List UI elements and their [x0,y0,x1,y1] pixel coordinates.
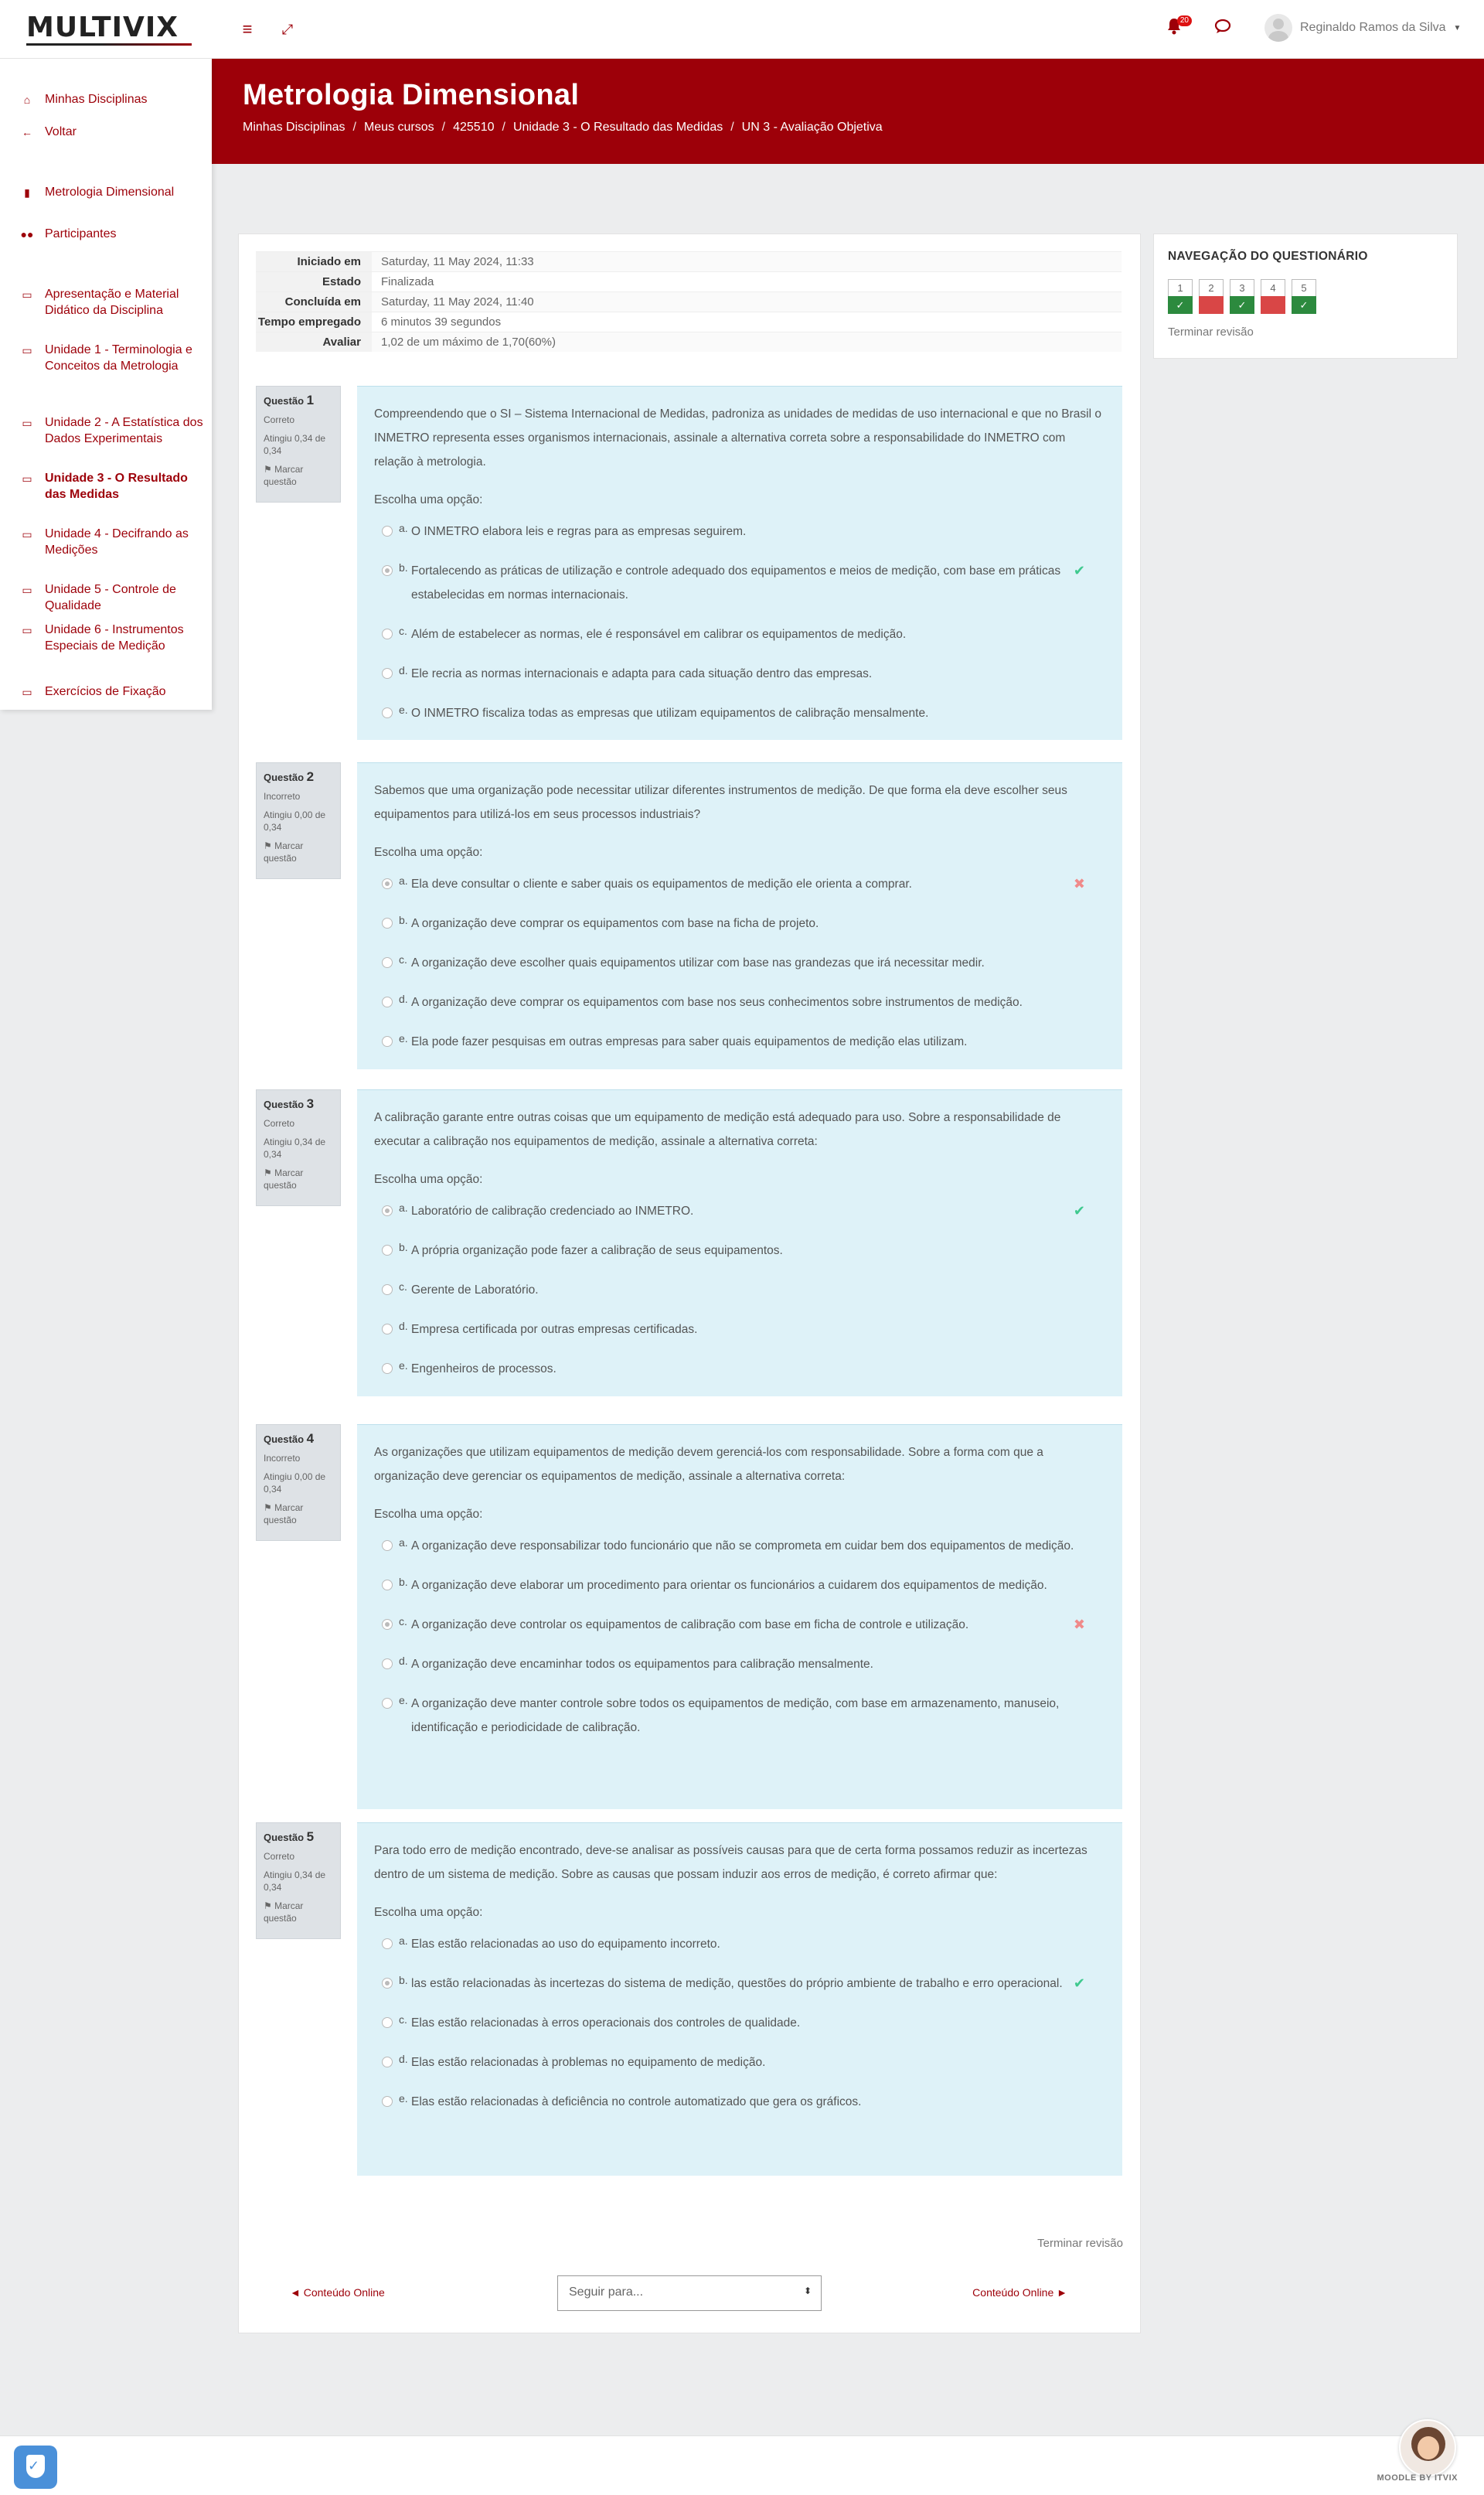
answer-option[interactable] [374,1566,1105,1605]
question-number: Questão 4 [264,1431,315,1446]
choose-option-prompt: Escolha uma opção: [374,1173,483,1186]
radio-button[interactable] [382,997,393,1007]
quiz-navigation-block [1153,233,1458,359]
answer-option[interactable] [374,694,1105,733]
activity-navigation [239,2275,1142,2311]
breadcrumb [243,121,883,135]
option-text: Elas estão relacionadas à problemas no equipamento de medição. [411,2056,766,2069]
answer-option[interactable] [374,2082,1105,2122]
radio-button[interactable] [382,707,393,718]
option-text: A organização deve elaborar um procedimento para orientar os funcionários a cuidarem dos equipamentos de medição. [411,1579,1047,1592]
question-info [256,386,341,503]
option-text: A organização deve comprar os equipamentos com base nos seus conhecimentos sobre instrumentos de medição. [411,996,1023,1009]
sidebar-item-minhas-disciplinas[interactable] [20,91,206,108]
option-text: A organização deve escolher quais equipamentos utilizar com base nas grandezas que irá necessitar medir. [411,956,985,970]
fullscreen-icon[interactable]: ⤢ [281,22,294,37]
answer-option[interactable] [374,1191,1105,1231]
question-grade: Atingiu 0,00 de 0,34 [264,1471,326,1495]
sidebar-item-label: Apresentação e Material Didático da Disciplina [45,288,179,317]
question-text: As organizações que utilizam equipamentos de medição devem gerenciá-los com responsabilidade. Sobre a forma com que a organização deve gerenciar os equipamentos de medição, assinale a alternativa correta: [374,1446,1043,1483]
folder-icon: ▭ [22,472,32,485]
quiz-nav-button[interactable] [1168,279,1193,314]
question-number: Questão 2 [264,769,315,784]
option-letter: c. [399,625,407,637]
breadcrumb-separator: / [352,121,356,134]
select-caret-icon: ⬍ [803,2285,812,2296]
quiz-nav-button[interactable] [1292,279,1316,314]
radio-button[interactable] [382,526,393,537]
next-activity-link[interactable]: Conteúdo Online ► [972,2286,1067,2299]
option-text: Fortalecendo as práticas de utilização e controle adequado dos equipamentos e meios de medição, com base em práticas estabelecidas em normas internacionais. [411,564,1061,602]
finish-review-link[interactable]: Terminar revisão [1037,2237,1123,2250]
avatar [1264,14,1292,42]
sidebar-item-unidade-2[interactable] [20,414,206,447]
flag-icon: ⚑ [264,1900,275,1911]
option-text: Ela pode fazer pesquisas em outras empresas para saber quais equipamentos de medição elas utilizam. [411,1035,968,1048]
answer-option[interactable] [374,1924,1105,1964]
breadcrumb-separator: / [441,121,446,134]
sidebar-item-label: Unidade 4 - Decifrando as Medições [45,527,189,557]
sidebar-item-unidade-5[interactable] [20,581,206,614]
answer-option[interactable] [374,1022,1105,1062]
incorrect-icon [1261,296,1285,314]
question-grade: Atingiu 0,34 de 0,34 [264,1870,326,1893]
summary-row: Tempo empregado 6 minutos 39 segundos [256,312,1122,332]
sidebar-item-apresentacao[interactable] [20,286,206,319]
question-info [256,1089,341,1206]
option-letter: d. [399,2053,408,2065]
answer-option[interactable] [374,2003,1105,2043]
arrow-left-icon: ← [22,126,32,138]
question-content [357,1089,1122,1396]
jump-to-select[interactable] [557,2275,822,2311]
folder-icon: ▭ [22,344,32,356]
sidebar-item-label: Participantes [45,227,117,240]
option-text: Ela deve consultar o cliente e saber quais os equipamentos de medição ele orienta a comprar. [411,878,912,891]
option-letter: e. [399,704,408,716]
choose-option-prompt: Escolha uma opção: [374,1906,483,1919]
option-letter: c. [399,1615,407,1628]
moodle-by-label: MOODLE BY ITVIX [1377,2473,1458,2483]
breadcrumb-item[interactable]: UN 3 - Avaliação Objetiva [741,121,883,134]
option-text: Gerente de Laboratório. [411,1283,539,1297]
finish-review-link[interactable]: Terminar revisão [1168,326,1254,339]
sidebar-item-voltar[interactable] [20,124,206,141]
wrong-icon: ✖ [1073,1617,1085,1632]
summary-row: Concluída em Saturday, 11 May 2024, 11:40 [256,291,1122,312]
radio-button[interactable] [382,629,393,639]
flag-icon: ⚑ [264,1502,275,1513]
users-icon: ●● [20,228,34,240]
chevron-down-icon: ▼ [1453,23,1462,32]
question-grade: Atingiu 0,34 de 0,34 [264,433,326,456]
quiz-navigation-title: NAVEGAÇÃO DO QUESTIONÁRIO [1168,250,1368,263]
quiz-nav-button[interactable] [1261,279,1285,314]
footer [0,2435,1484,2495]
option-letter: a. [399,1536,408,1549]
choose-option-prompt: Escolha uma opção: [374,1508,483,1521]
radio-button[interactable] [382,1619,393,1630]
option-letter: d. [399,664,408,677]
notification-badge: 20 [1177,15,1192,26]
home-icon: ⌂ [23,94,31,106]
option-text: A organização deve encaminhar todos os equipamentos para calibração mensalmente. [411,1658,873,1671]
radio-button[interactable] [382,1284,393,1295]
breadcrumb-item[interactable]: Unidade 3 - O Resultado das Medidas [512,121,723,134]
option-text: las estão relacionadas às incertezas do sistema de medição, questões do próprio ambiente de trabalho e erro operacional. [411,1977,1063,1990]
radio-button[interactable] [382,1978,393,1989]
question-text: A calibração garante entre outras coisas que um equipamento de medição está adequado para uso. Sobre a responsabilidade de executar a calibração nos equipamentos de medição, assinale a alternativa correta: [374,1111,1061,1148]
breadcrumb-separator: / [502,121,505,134]
answer-option[interactable] [374,512,1105,551]
flag-question-button[interactable]: ⚑ Marcar questão [264,1167,304,1191]
option-letter: b. [399,1576,408,1588]
page-title: Metrologia Dimensional [243,79,580,111]
quiz-nav-button[interactable] [1199,279,1224,314]
check-icon: ✓ [1168,296,1193,314]
check-icon: ✓ [1230,296,1254,314]
question-status: Correto [264,414,295,425]
folder-icon: ▭ [22,584,32,596]
notifications-button[interactable] [1166,16,1189,39]
sidebar-item-unidade-6[interactable] [20,622,206,654]
incorrect-icon [1199,296,1224,314]
radio-button[interactable] [382,1245,393,1256]
radio-button[interactable] [382,1580,393,1590]
option-text: A própria organização pode fazer a calibração de seus equipamentos. [411,1244,783,1257]
summary-row: Estado Finalizada [256,271,1122,291]
radio-button[interactable] [382,918,393,929]
option-text: Empresa certificada por outras empresas certificadas. [411,1323,698,1336]
question-number: Questão 1 [264,393,315,407]
answer-option[interactable] [374,1645,1105,1684]
flag-question-button[interactable]: ⚑ Marcar questão [264,1900,304,1924]
option-text: Elas estão relacionadas à erros operacionais dos controles de qualidade. [411,2016,801,2030]
sidebar-item-label: Unidade 3 - O Resultado das Medidas [45,472,188,501]
option-letter: a. [399,874,408,887]
sidebar-item-label: Voltar [45,125,77,138]
messages-button[interactable] [1213,17,1234,39]
quiz-nav-number: 3 [1239,282,1245,294]
radio-button[interactable] [382,1036,393,1047]
page-header [212,59,1484,164]
question-content [357,386,1122,740]
option-letter: d. [399,993,408,1005]
answer-option[interactable] [374,2043,1105,2082]
option-text: Laboratório de calibração credenciado ao INMETRO. [411,1205,694,1218]
sidebar-item-label: Unidade 1 - Terminologia e Conceitos da Metrologia [45,343,192,373]
choose-option-prompt: Escolha uma opção: [374,846,483,859]
option-letter: e. [399,1359,408,1372]
answer-option[interactable] [374,1349,1105,1389]
option-letter: b. [399,1241,408,1253]
sidebar-item-label: Unidade 6 - Instrumentos Especiais de Medição [45,623,184,653]
radio-button[interactable] [382,1658,393,1669]
question-number: Questão 5 [264,1829,315,1844]
option-letter: a. [399,522,408,534]
correct-icon: ✔ [1073,1975,1085,1991]
left-drawer [0,59,212,710]
option-letter: c. [399,2013,407,2026]
option-text: O INMETRO fiscaliza todas as empresas que utilizam equipamentos de calibração mensalmente. [411,707,929,720]
option-letter: a. [399,1934,408,1947]
breadcrumb-item[interactable]: Meus cursos [363,121,434,134]
answer-option[interactable] [374,1605,1105,1645]
option-letter: e. [399,2092,408,2105]
radio-button[interactable] [382,2057,393,2067]
radio-button[interactable] [382,565,393,576]
book-icon: ▮ [24,186,30,199]
option-letter: a. [399,1201,408,1214]
question-content [357,762,1122,1069]
question-grade: Atingiu 0,34 de 0,34 [264,1137,326,1160]
option-text: Além de estabelecer as normas, ele é responsável em calibrar os equipamentos de medição. [411,628,907,641]
correct-icon: ✔ [1073,1203,1085,1219]
radio-button[interactable] [382,668,393,679]
flag-icon: ⚑ [264,1167,275,1178]
choose-option-prompt: Escolha uma opção: [374,493,483,506]
quiz-nav-number: 2 [1208,282,1214,294]
answer-option[interactable] [374,983,1105,1022]
hamburger-menu-icon[interactable]: ≡ [242,19,253,39]
option-letter: d. [399,1655,408,1667]
sidebar-item-label: Metrologia Dimensional [45,186,175,199]
answer-option[interactable] [374,1684,1105,1747]
radio-button[interactable] [382,2017,393,2028]
option-text: Elas estão relacionadas ao uso do equipamento incorreto. [411,1938,720,1951]
user-menu[interactable] [1264,14,1461,42]
radio-button[interactable] [382,878,393,889]
quiz-nav-number: 4 [1270,282,1276,294]
sidebar-item-label: Minhas Disciplinas [45,93,148,106]
folder-icon: ▭ [22,528,32,540]
radio-button[interactable] [382,1540,393,1551]
question-info [256,762,341,879]
flag-question-button[interactable]: ⚑ Marcar questão [264,840,304,864]
sidebar-item-exercicios[interactable] [20,683,206,700]
radio-button[interactable] [382,1324,393,1334]
previous-activity-link[interactable]: ◄ Conteúdo Online [290,2286,385,2299]
chat-icon [1213,17,1232,36]
option-letter: b. [399,1974,408,1986]
sidebar-item-unidade-1[interactable] [20,342,206,374]
question-info [256,1424,341,1541]
attempt-summary-table [256,251,1122,352]
correct-icon: ✔ [1073,563,1085,578]
sidebar-item-unidade-3[interactable] [20,470,206,503]
option-letter: c. [399,1280,407,1293]
option-letter: d. [399,1320,408,1332]
flag-icon: ⚑ [264,840,275,851]
assistant-avatar[interactable] [1399,2419,1456,2476]
radio-button[interactable] [382,1698,393,1709]
wrong-icon: ✖ [1073,876,1085,891]
jump-to-value: Seguir para... [569,2285,644,2299]
answer-option[interactable] [374,1270,1105,1310]
question-grade: Atingiu 0,00 de 0,34 [264,810,326,833]
breadcrumb-separator: / [730,121,734,134]
user-name: Reginaldo Ramos da Silva [1300,21,1446,34]
sidebar-item-label: Exercícios de Fixação [45,685,166,698]
quiz-nav-number: 5 [1301,282,1307,294]
quiz-nav-number: 1 [1177,282,1183,294]
question-content [357,1822,1122,2176]
option-text: A organização deve controlar os equipamentos de calibração com base em ficha de controle e utilização. [411,1618,969,1631]
sidebar-item-label: Unidade 5 - Controle de Qualidade [45,583,176,612]
option-text: O INMETRO elabora leis e regras para as empresas seguirem. [411,525,747,538]
radio-button[interactable] [382,2096,393,2107]
question-text: Compreendendo que o SI – Sistema Internacional de Medidas, padroniza as unidades de medidas de uso internacional e que no Brasil o INMETRO representa esses organismos internacionais, assinale a alternativa correta sobre a responsabilidade do INMETRO com relação à metrologia. [374,407,1101,469]
question-text: Para todo erro de medição encontrado, deve-se analisar as possíveis causas para que de certa forma possamos reduzir as incertezas dentro de um sistema de medição. Sobre as causas que possam induzir aos erros de medição, é correto afirmar que: [374,1844,1087,1881]
option-letter: e. [399,1032,408,1045]
radio-button[interactable] [382,1938,393,1949]
question-text: Sabemos que uma organização pode necessitar utilizar diferentes instrumentos de medição. De que forma ela deve escolher seus equipamentos para utilizá-los em seus processos industriais? [374,784,1067,821]
question-info [256,1822,341,1939]
quiz-nav-button[interactable] [1230,279,1254,314]
flag-question-button[interactable]: ⚑ Marcar questão [264,464,304,487]
option-letter: c. [399,953,407,966]
folder-icon: ▭ [22,288,32,301]
breadcrumb-item[interactable]: Minhas Disciplinas [243,121,345,134]
option-text: Ele recria as normas internacionais e adapta para cada situação dentro das empresas. [411,667,873,680]
option-text: A organização deve manter controle sobre todos os equipamentos de medição, com base em armazenamento, manuseio, identificação e periodicidade de calibração. [411,1697,1060,1734]
folder-icon: ▭ [22,417,32,429]
answer-option[interactable] [374,904,1105,943]
answer-option[interactable] [374,1964,1105,2003]
option-text: A organização deve responsabilizar todo funcionário que não se comprometa em cuidar bem dos equipamentos de medição. [411,1539,1074,1553]
option-text: Elas estão relacionadas à deficiência no controle automatizado que gera os gráficos. [411,2095,862,2108]
answer-option[interactable] [374,654,1105,694]
answer-option[interactable] [374,615,1105,654]
answer-option[interactable] [374,1526,1105,1566]
answer-option[interactable] [374,1231,1105,1270]
breadcrumb-item[interactable]: 425510 [453,121,495,134]
sidebar-item-participantes[interactable] [20,226,206,243]
check-icon: ✓ [1292,296,1316,314]
option-text: A organização deve comprar os equipamentos com base na ficha de projeto. [411,917,819,930]
answer-option[interactable] [374,1310,1105,1349]
sidebar-item-course[interactable] [20,184,206,201]
radio-button[interactable] [382,1363,393,1374]
question-status: Correto [264,1118,295,1129]
option-letter: e. [399,1694,408,1706]
top-navbar [0,0,1484,59]
answer-option[interactable] [374,943,1105,983]
question-status: Correto [264,1851,295,1862]
answer-option[interactable] [374,551,1105,615]
sidebar-item-label: Unidade 2 - A Estatística dos Dados Experimentais [45,416,203,445]
question-number: Questão 3 [264,1096,315,1111]
sidebar-item-unidade-4[interactable] [20,526,206,558]
summary-row: Iniciado em Saturday, 11 May 2024, 11:33 [256,251,1122,271]
option-letter: b. [399,561,408,574]
quiz-navigation-buttons [1168,279,1316,314]
question-status: Incorreto [264,791,301,802]
answer-option[interactable] [374,864,1105,904]
question-status: Incorreto [264,1453,301,1464]
radio-button[interactable] [382,957,393,968]
summary-row: Avaliar 1,02 de um máximo de 1,70(60%) [256,332,1122,352]
brand-logo[interactable]: MULTIVIX [26,12,179,43]
question-content [357,1424,1122,1809]
quiz-review-card [238,233,1141,2333]
folder-icon: ▭ [22,624,32,636]
radio-button[interactable] [382,1205,393,1216]
flag-question-button[interactable]: ⚑ Marcar questão [264,1502,304,1525]
logo-underline [26,43,192,46]
folder-icon: ▭ [22,686,32,698]
flag-icon: ⚑ [264,464,275,475]
privacy-shield-icon[interactable] [14,2446,57,2489]
option-text: Engenheiros de processos. [411,1362,556,1375]
option-letter: b. [399,914,408,926]
